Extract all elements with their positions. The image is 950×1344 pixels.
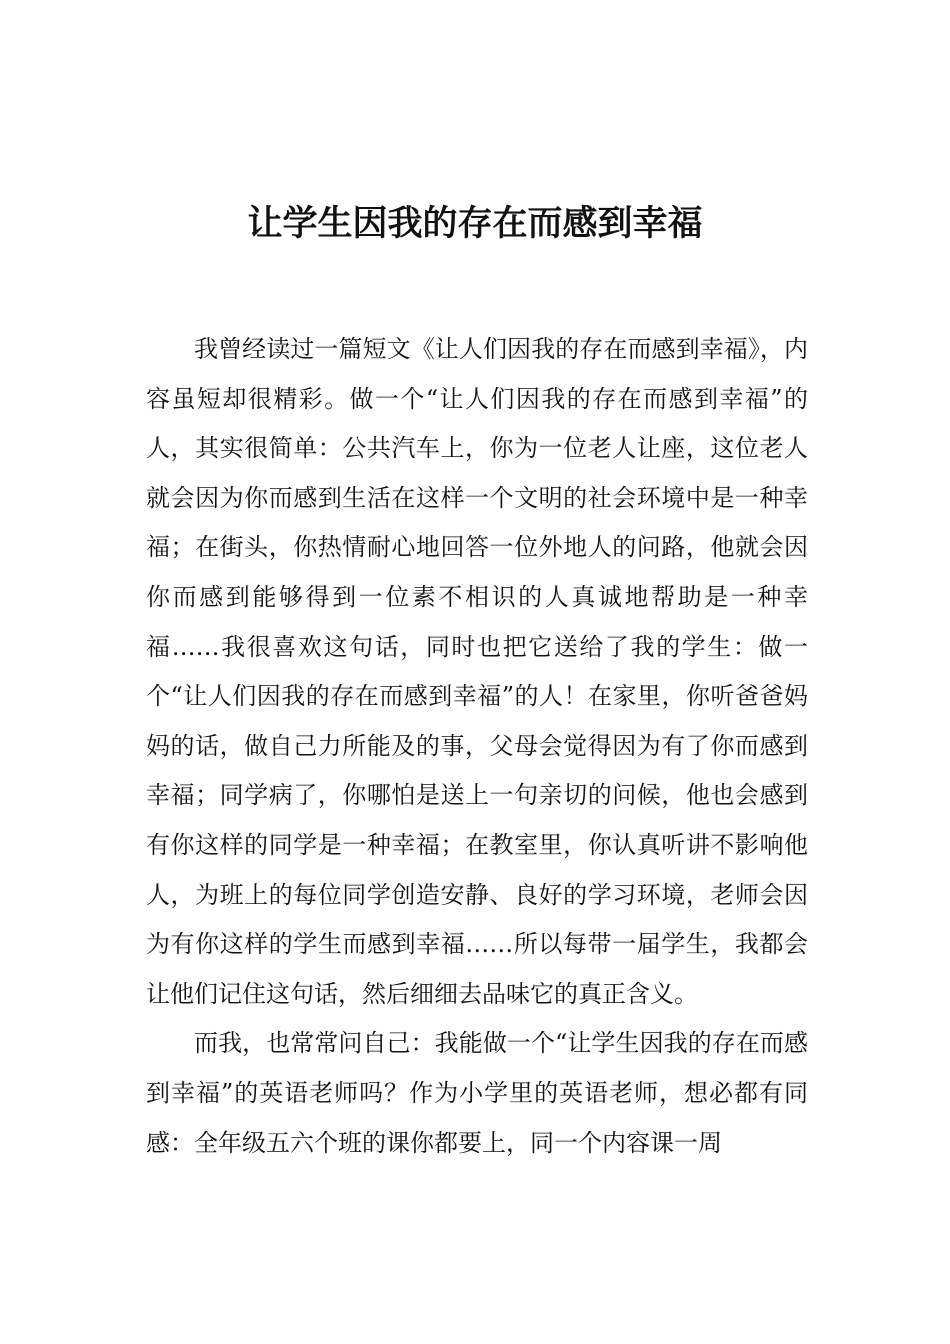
body-paragraph-2: 而我，也常常问自己：我能做一个“让学生因我的存在而感到幸福”的英语老师吗？作为小学里的英语老师，想必都有同感：全年级五六个班的课你都要上，同一个内容课一周 — [146, 1029, 808, 1157]
body-paragraph-1: 我曾经读过一篇短文《让人们因我的存在而感到幸福》，内容虽短却很精彩。做一个“让人们因我的存在而感到幸福”的人，其实很简单：公共汽车上，你为一位老人让座，这位老人就会因为你而感到生活在这样一个文明的社会环境中是一种幸福；在街头，你热情耐心地回答一位外地人的问路，他就会因你而感到能够得到一位素不相识的人真诚地帮助是一种幸福……我很喜欢这句话，同时也把它送给了我的学生：做一个“让人们因我的存在而感到幸福”的人！在家里，你听爸爸妈妈的话，做自己力所能及的事，父母会觉得因为有了你而感到幸福；同学病了，你哪怕是送上一句亲切的问候，他也会感到有你这样的同学是一种幸福；在教室里，你认真听讲不影响他人，为班上的每位同学创造安静、良好的学习环境，老师会因为有你这样的学生而感到幸福……所以每带一届学生，我都会让他们记住这句话，然后细细去品味它的真正含义。 — [146, 335, 808, 1008]
document-title: 让学生因我的存在而感到幸福 — [247, 204, 703, 244]
document-body — [146, 325, 808, 1168]
